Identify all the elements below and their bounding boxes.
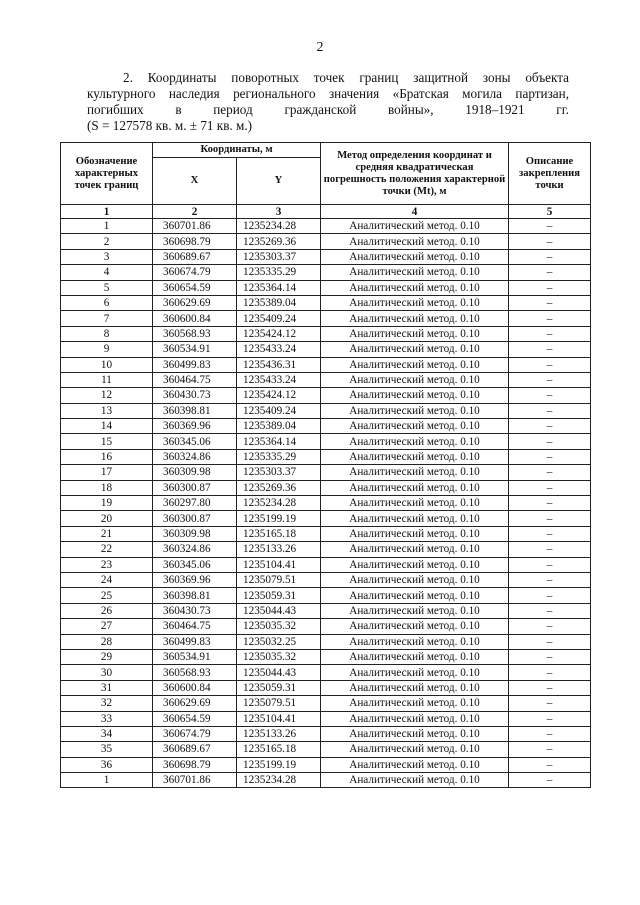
- coordinate-x: 360345.06: [153, 557, 237, 572]
- coordinate-y: 1235044.43: [237, 665, 321, 680]
- coordinate-y: 1235335.29: [237, 265, 321, 280]
- coordinate-x: 360398.81: [153, 588, 237, 603]
- coordinate-y: 1235035.32: [237, 649, 321, 664]
- coordinate-x: 360534.91: [153, 649, 237, 664]
- method-cell: Аналитический метод. 0.10: [321, 480, 509, 495]
- description-cell: –: [509, 696, 591, 711]
- point-number: 23: [61, 557, 153, 572]
- table-row: [61, 280, 591, 295]
- table-row: [61, 265, 591, 280]
- heading-line-3: [87, 102, 569, 118]
- coordinate-y: 1235059.31: [237, 588, 321, 603]
- method-cell: Аналитический метод. 0.10: [321, 665, 509, 680]
- point-number: 36: [61, 757, 153, 772]
- heading-word: войны»,: [387, 102, 434, 117]
- coordinate-x: 360324.86: [153, 542, 237, 557]
- method-cell: Аналитический метод. 0.10: [321, 696, 509, 711]
- heading-word: период: [213, 102, 253, 117]
- column-index: 5: [509, 205, 591, 219]
- coordinate-x: 360689.67: [153, 249, 237, 264]
- coordinate-y: 1235269.36: [237, 234, 321, 249]
- coordinate-y: 1235335.29: [237, 449, 321, 464]
- point-number: 35: [61, 742, 153, 757]
- table-row: [61, 726, 591, 741]
- heading-word: гг.: [556, 102, 569, 117]
- method-cell: Аналитический метод. 0.10: [321, 372, 509, 387]
- coordinate-y: 1235234.28: [237, 496, 321, 511]
- coordinate-x: 360464.75: [153, 619, 237, 634]
- coordinate-x: 360464.75: [153, 372, 237, 387]
- coordinate-y: 1235303.37: [237, 249, 321, 264]
- description-cell: –: [509, 588, 591, 603]
- description-cell: –: [509, 265, 591, 280]
- method-cell: Аналитический метод. 0.10: [321, 357, 509, 372]
- table-body: [61, 205, 591, 788]
- heading-word: гражданской: [284, 102, 357, 117]
- method-cell: Аналитический метод. 0.10: [321, 265, 509, 280]
- point-number: 12: [61, 388, 153, 403]
- method-cell: Аналитический метод. 0.10: [321, 434, 509, 449]
- description-cell: –: [509, 219, 591, 234]
- coordinate-y: 1235199.19: [237, 511, 321, 526]
- coordinate-y: 1235364.14: [237, 434, 321, 449]
- point-number: 6: [61, 295, 153, 310]
- header-designation: Обозначение характерных точек границ: [61, 143, 153, 205]
- point-number: 14: [61, 419, 153, 434]
- coordinate-y: 1235035.32: [237, 619, 321, 634]
- point-number: 33: [61, 711, 153, 726]
- method-cell: Аналитический метод. 0.10: [321, 511, 509, 526]
- point-number: 17: [61, 465, 153, 480]
- table-row: [61, 372, 591, 387]
- point-number: 19: [61, 496, 153, 511]
- description-cell: –: [509, 342, 591, 357]
- coordinate-y: 1235389.04: [237, 419, 321, 434]
- heading-word: в: [175, 102, 182, 117]
- point-number: 18: [61, 480, 153, 495]
- coordinate-x: 360534.91: [153, 342, 237, 357]
- table-row: [61, 295, 591, 310]
- method-cell: Аналитический метод. 0.10: [321, 603, 509, 618]
- description-cell: –: [509, 480, 591, 495]
- point-number: 15: [61, 434, 153, 449]
- method-cell: Аналитический метод. 0.10: [321, 219, 509, 234]
- coordinate-y: 1235165.18: [237, 526, 321, 541]
- table-row: [61, 757, 591, 772]
- table-row: [61, 680, 591, 695]
- coordinate-x: 360689.67: [153, 742, 237, 757]
- coordinate-y: 1235269.36: [237, 480, 321, 495]
- coordinate-y: 1235079.51: [237, 696, 321, 711]
- coordinate-x: 360600.84: [153, 311, 237, 326]
- table-row: [61, 588, 591, 603]
- table-row: [61, 634, 591, 649]
- description-cell: –: [509, 280, 591, 295]
- coordinate-y: 1235234.28: [237, 773, 321, 788]
- coordinate-x: 360499.83: [153, 634, 237, 649]
- coordinate-x: 360674.79: [153, 726, 237, 741]
- point-number: 8: [61, 326, 153, 341]
- table-row: [61, 403, 591, 418]
- heading-line-1: 2. Координаты поворотных точек границ защитной зоны объекта: [123, 70, 569, 85]
- coordinate-y: 1235032.25: [237, 634, 321, 649]
- description-cell: –: [509, 388, 591, 403]
- description-cell: –: [509, 372, 591, 387]
- coordinate-y: 1235104.41: [237, 557, 321, 572]
- description-cell: –: [509, 542, 591, 557]
- coordinate-x: 360674.79: [153, 265, 237, 280]
- coordinate-x: 360600.84: [153, 680, 237, 695]
- table-row: [61, 419, 591, 434]
- method-cell: Аналитический метод. 0.10: [321, 234, 509, 249]
- coordinates-table: [60, 142, 591, 788]
- description-cell: –: [509, 711, 591, 726]
- point-number: 16: [61, 449, 153, 464]
- table-row: [61, 326, 591, 341]
- coordinate-y: 1235364.14: [237, 280, 321, 295]
- method-cell: Аналитический метод. 0.10: [321, 634, 509, 649]
- method-cell: Аналитический метод. 0.10: [321, 619, 509, 634]
- method-cell: Аналитический метод. 0.10: [321, 773, 509, 788]
- table-row: [61, 742, 591, 757]
- method-cell: Аналитический метод. 0.10: [321, 572, 509, 587]
- point-number: 5: [61, 280, 153, 295]
- description-cell: –: [509, 572, 591, 587]
- description-cell: –: [509, 742, 591, 757]
- point-number: 21: [61, 526, 153, 541]
- description-cell: –: [509, 557, 591, 572]
- point-number: 1: [61, 773, 153, 788]
- coordinate-y: 1235409.24: [237, 403, 321, 418]
- coordinate-x: 360629.69: [153, 696, 237, 711]
- description-cell: –: [509, 726, 591, 741]
- table-row: [61, 388, 591, 403]
- column-index: 4: [321, 205, 509, 219]
- point-number: 28: [61, 634, 153, 649]
- table-row: [61, 696, 591, 711]
- coordinate-y: 1235199.19: [237, 757, 321, 772]
- coordinate-x: 360654.59: [153, 711, 237, 726]
- point-number: 4: [61, 265, 153, 280]
- method-cell: Аналитический метод. 0.10: [321, 465, 509, 480]
- coordinate-y: 1235433.24: [237, 342, 321, 357]
- description-cell: –: [509, 234, 591, 249]
- method-cell: Аналитический метод. 0.10: [321, 726, 509, 741]
- point-number: 29: [61, 649, 153, 664]
- coordinate-x: 360698.79: [153, 234, 237, 249]
- method-cell: Аналитический метод. 0.10: [321, 280, 509, 295]
- table-row: [61, 572, 591, 587]
- header-description: Описание закрепления точки: [509, 143, 591, 205]
- description-cell: –: [509, 357, 591, 372]
- method-cell: Аналитический метод. 0.10: [321, 342, 509, 357]
- coordinate-y: 1235044.43: [237, 603, 321, 618]
- method-cell: Аналитический метод. 0.10: [321, 557, 509, 572]
- table-row: [61, 342, 591, 357]
- table-row: [61, 480, 591, 495]
- header-coordinates: Координаты, м: [153, 143, 321, 158]
- method-cell: Аналитический метод. 0.10: [321, 419, 509, 434]
- coordinate-y: 1235389.04: [237, 295, 321, 310]
- coordinate-x: 360369.96: [153, 419, 237, 434]
- coordinate-y: 1235303.37: [237, 465, 321, 480]
- table-row: [61, 619, 591, 634]
- description-cell: –: [509, 496, 591, 511]
- point-number: 26: [61, 603, 153, 618]
- header-x: X: [153, 158, 237, 205]
- description-cell: –: [509, 465, 591, 480]
- coordinate-x: 360499.83: [153, 357, 237, 372]
- coordinate-x: 360300.87: [153, 480, 237, 495]
- table-row: [61, 434, 591, 449]
- point-number: 1: [61, 219, 153, 234]
- coordinate-x: 360701.86: [153, 219, 237, 234]
- table-row: [61, 449, 591, 464]
- column-index: 2: [153, 205, 237, 219]
- coordinate-x: 360654.59: [153, 280, 237, 295]
- description-cell: –: [509, 634, 591, 649]
- section-heading: [87, 70, 569, 134]
- method-cell: Аналитический метод. 0.10: [321, 326, 509, 341]
- table-row: [61, 711, 591, 726]
- description-cell: –: [509, 311, 591, 326]
- description-cell: –: [509, 680, 591, 695]
- coordinate-y: 1235133.26: [237, 726, 321, 741]
- table-row: [61, 511, 591, 526]
- column-index: 1: [61, 205, 153, 219]
- point-number: 2: [61, 234, 153, 249]
- table-row: [61, 665, 591, 680]
- coordinate-x: 360309.98: [153, 465, 237, 480]
- point-number: 3: [61, 249, 153, 264]
- point-number: 31: [61, 680, 153, 695]
- heading-word: погибших: [87, 102, 144, 117]
- point-number: 13: [61, 403, 153, 418]
- description-cell: –: [509, 665, 591, 680]
- point-number: 7: [61, 311, 153, 326]
- table-row: [61, 557, 591, 572]
- method-cell: Аналитический метод. 0.10: [321, 711, 509, 726]
- method-cell: Аналитический метод. 0.10: [321, 526, 509, 541]
- method-cell: Аналитический метод. 0.10: [321, 249, 509, 264]
- table-row: [61, 234, 591, 249]
- method-cell: Аналитический метод. 0.10: [321, 649, 509, 664]
- coordinate-y: 1235079.51: [237, 572, 321, 587]
- method-cell: Аналитический метод. 0.10: [321, 680, 509, 695]
- coordinate-y: 1235104.41: [237, 711, 321, 726]
- table-row: [61, 526, 591, 541]
- description-cell: –: [509, 603, 591, 618]
- table-row: [61, 311, 591, 326]
- page-number: 2: [316, 40, 324, 55]
- method-cell: Аналитический метод. 0.10: [321, 403, 509, 418]
- coordinate-x: 360324.86: [153, 449, 237, 464]
- coordinate-x: 360297.80: [153, 496, 237, 511]
- coordinate-x: 360398.81: [153, 403, 237, 418]
- description-cell: –: [509, 434, 591, 449]
- method-cell: Аналитический метод. 0.10: [321, 388, 509, 403]
- description-cell: –: [509, 526, 591, 541]
- column-index: 3: [237, 205, 321, 219]
- point-number: 34: [61, 726, 153, 741]
- coordinate-y: 1235165.18: [237, 742, 321, 757]
- coordinate-x: 360430.73: [153, 388, 237, 403]
- point-number: 22: [61, 542, 153, 557]
- table-row: [61, 357, 591, 372]
- description-cell: –: [509, 403, 591, 418]
- coordinate-x: 360568.93: [153, 326, 237, 341]
- coordinate-x: 360300.87: [153, 511, 237, 526]
- description-cell: –: [509, 419, 591, 434]
- coordinate-y: 1235059.31: [237, 680, 321, 695]
- point-number: 11: [61, 372, 153, 387]
- point-number: 20: [61, 511, 153, 526]
- coordinate-x: 360430.73: [153, 603, 237, 618]
- table-row: [61, 219, 591, 234]
- description-cell: –: [509, 326, 591, 341]
- method-cell: Аналитический метод. 0.10: [321, 757, 509, 772]
- table-row: [61, 465, 591, 480]
- method-cell: Аналитический метод. 0.10: [321, 295, 509, 310]
- table-row: [61, 649, 591, 664]
- coordinate-y: 1235234.28: [237, 219, 321, 234]
- method-cell: Аналитический метод. 0.10: [321, 742, 509, 757]
- method-cell: Аналитический метод. 0.10: [321, 496, 509, 511]
- description-cell: –: [509, 649, 591, 664]
- column-index-row: [61, 205, 591, 219]
- description-cell: –: [509, 757, 591, 772]
- description-cell: –: [509, 449, 591, 464]
- coordinate-x: 360629.69: [153, 295, 237, 310]
- table-row: [61, 773, 591, 788]
- table-row: [61, 542, 591, 557]
- coordinate-y: 1235409.24: [237, 311, 321, 326]
- header-y: Y: [237, 158, 321, 205]
- area-line: (S = 127578 кв. м. ± 71 кв. м.): [87, 118, 253, 133]
- point-number: 10: [61, 357, 153, 372]
- table-row: [61, 249, 591, 264]
- coordinate-y: 1235424.12: [237, 388, 321, 403]
- method-cell: Аналитический метод. 0.10: [321, 311, 509, 326]
- description-cell: –: [509, 773, 591, 788]
- table-row: [61, 496, 591, 511]
- coordinate-x: 360701.86: [153, 773, 237, 788]
- description-cell: –: [509, 249, 591, 264]
- point-number: 32: [61, 696, 153, 711]
- point-number: 30: [61, 665, 153, 680]
- method-cell: Аналитический метод. 0.10: [321, 588, 509, 603]
- heading-word: 1918–1921: [465, 102, 525, 117]
- table-row: [61, 603, 591, 618]
- coordinate-y: 1235133.26: [237, 542, 321, 557]
- point-number: 24: [61, 572, 153, 587]
- method-cell: Аналитический метод. 0.10: [321, 542, 509, 557]
- coordinate-x: 360369.96: [153, 572, 237, 587]
- point-number: 9: [61, 342, 153, 357]
- coordinate-x: 360309.98: [153, 526, 237, 541]
- coordinate-y: 1235436.31: [237, 357, 321, 372]
- description-cell: –: [509, 511, 591, 526]
- coordinate-x: 360568.93: [153, 665, 237, 680]
- coordinate-x: 360345.06: [153, 434, 237, 449]
- coordinate-x: 360698.79: [153, 757, 237, 772]
- description-cell: –: [509, 295, 591, 310]
- header-method: Метод определения координат и средняя квадратическая погрешность положения характерной точки (Mt), м: [321, 143, 509, 205]
- method-cell: Аналитический метод. 0.10: [321, 449, 509, 464]
- coordinate-y: 1235424.12: [237, 326, 321, 341]
- description-cell: –: [509, 619, 591, 634]
- heading-line-2: культурного наследия регионального значения «Братская могила партизан,: [87, 86, 569, 101]
- coordinate-y: 1235433.24: [237, 372, 321, 387]
- point-number: 25: [61, 588, 153, 603]
- point-number: 27: [61, 619, 153, 634]
